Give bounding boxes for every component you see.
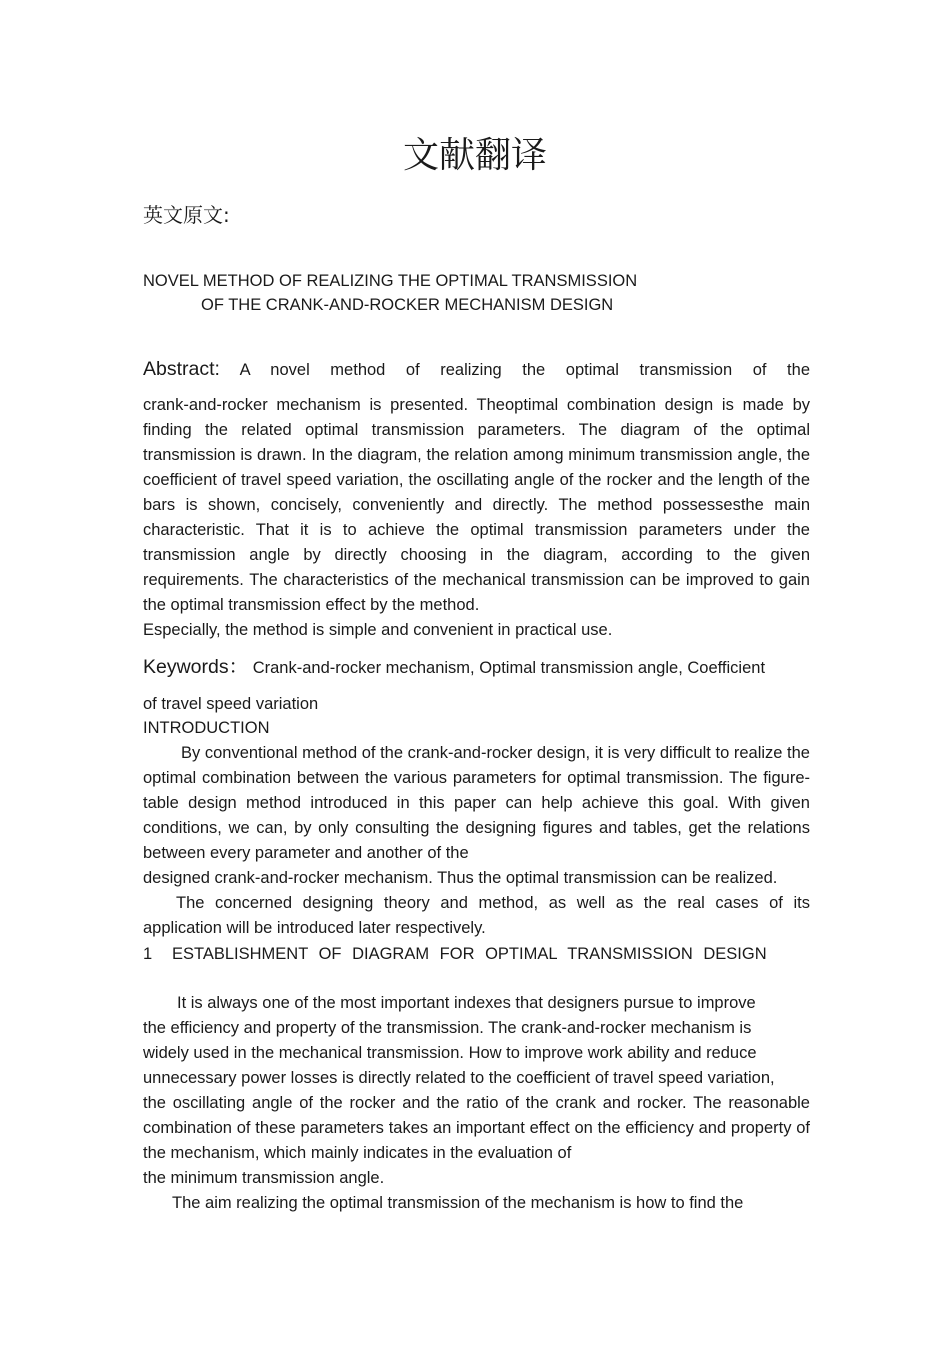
abstract-last-line: Especially, the method is simple and convenient in practical use. xyxy=(143,621,613,639)
abstract-heading: Abstract: xyxy=(143,358,220,380)
section-number: 1 xyxy=(143,945,153,963)
intro-p2-last: application will be introduced later respectively. xyxy=(143,919,486,937)
keywords-heading: Keywords： xyxy=(143,656,249,678)
s1-p2-first: The aim realizing the optimal transmission of the mechanism is how to find the xyxy=(172,1194,744,1212)
s1-p1-line: the efficiency and property of the transmission. The crank-and-rocker mechanism is xyxy=(143,1019,752,1037)
section-1-paragraph-1 xyxy=(143,991,833,1091)
introduction-heading: INTRODUCTION xyxy=(143,719,270,737)
intro-p1-last: designed crank-and-rocker mechanism. Thus the optimal transmission can be realized. xyxy=(143,869,778,887)
section-1-paragraph-1-cont xyxy=(143,1091,810,1191)
abstract-paragraph xyxy=(143,393,810,643)
introduction-paragraph-1 xyxy=(143,741,810,891)
abstract-first-line xyxy=(143,355,810,385)
section-1-paragraph-2 xyxy=(143,1191,810,1216)
intro-p1-body: By conventional method of the crank-and-rocker design, it is very difficult to realize the optimal combination between the various parameters for optimal transmission. The figure-table design method introduced in this paper can help achieve this goal. With given conditions, we can, by only consulting the designing figures and tables, get the relations between every parameter and another of the xyxy=(143,744,810,862)
section-1-heading xyxy=(143,942,794,967)
original-text-label: 英文原文: xyxy=(143,203,230,227)
keywords-continuation: of travel speed variation xyxy=(143,695,319,713)
s1-p1-line: unnecessary power losses is directly related to the coefficient of travel speed variation, xyxy=(143,1069,775,1087)
introduction-paragraph-2 xyxy=(143,891,810,941)
abstract-text: A novel method of realizing the optimal transmission of the xyxy=(239,361,810,379)
document-title: 文献翻译 xyxy=(402,135,547,176)
s1-p1-body: the oscillating angle of the rocker and the ratio of the crank and rocker. The reasonable combination of these parameters takes an important effect on the efficiency and property of the mechanism, which mainly indicates in the evaluation of xyxy=(143,1094,810,1162)
paper-title-line: NOVEL METHOD OF REALIZING THE OPTIMAL TRANSMISSION xyxy=(143,272,638,290)
paper-title xyxy=(143,269,637,317)
paper-title-line: OF THE CRANK-AND-ROCKER MECHANISM DESIGN xyxy=(201,296,614,314)
s1-p1-line: widely used in the mechanical transmission. How to improve work ability and reduce xyxy=(143,1044,757,1062)
intro-p2-body: The concerned designing theory and method, as well as the real cases of its xyxy=(176,894,810,912)
keywords-text: Crank-and-rocker mechanism, Optimal transmission angle, Coefficient xyxy=(252,659,766,677)
s1-p1-line: It is always one of the most important indexes that designers pursue to improve xyxy=(177,994,756,1012)
s1-p1-last: the minimum transmission angle. xyxy=(143,1169,385,1187)
section-title: ESTABLISHMENT OF DIAGRAM FOR OPTIMAL TRANSMISSION DESIGN xyxy=(172,945,767,963)
abstract-body: crank-and-rocker mechanism is presented. Theoptimal combination design is made by finding the related optimal transmission parameters. The diagram of the optimal transmission is drawn. In the diagram, the relation among minimum transmission angle, the coefficient of travel speed variation, the oscillating angle of the rocker and the length of the bars is shown, concisely, conveniently and directly. The method possessesthe main characteristic. That it is to achieve the optimal transmission parameters under the transmission angle by directly choosing in the diagram, according to the given requirements. The characteristics of the mechanical transmission can be improved to gain the optimal transmission effect by the method. xyxy=(143,396,810,614)
keywords-line xyxy=(143,653,823,683)
